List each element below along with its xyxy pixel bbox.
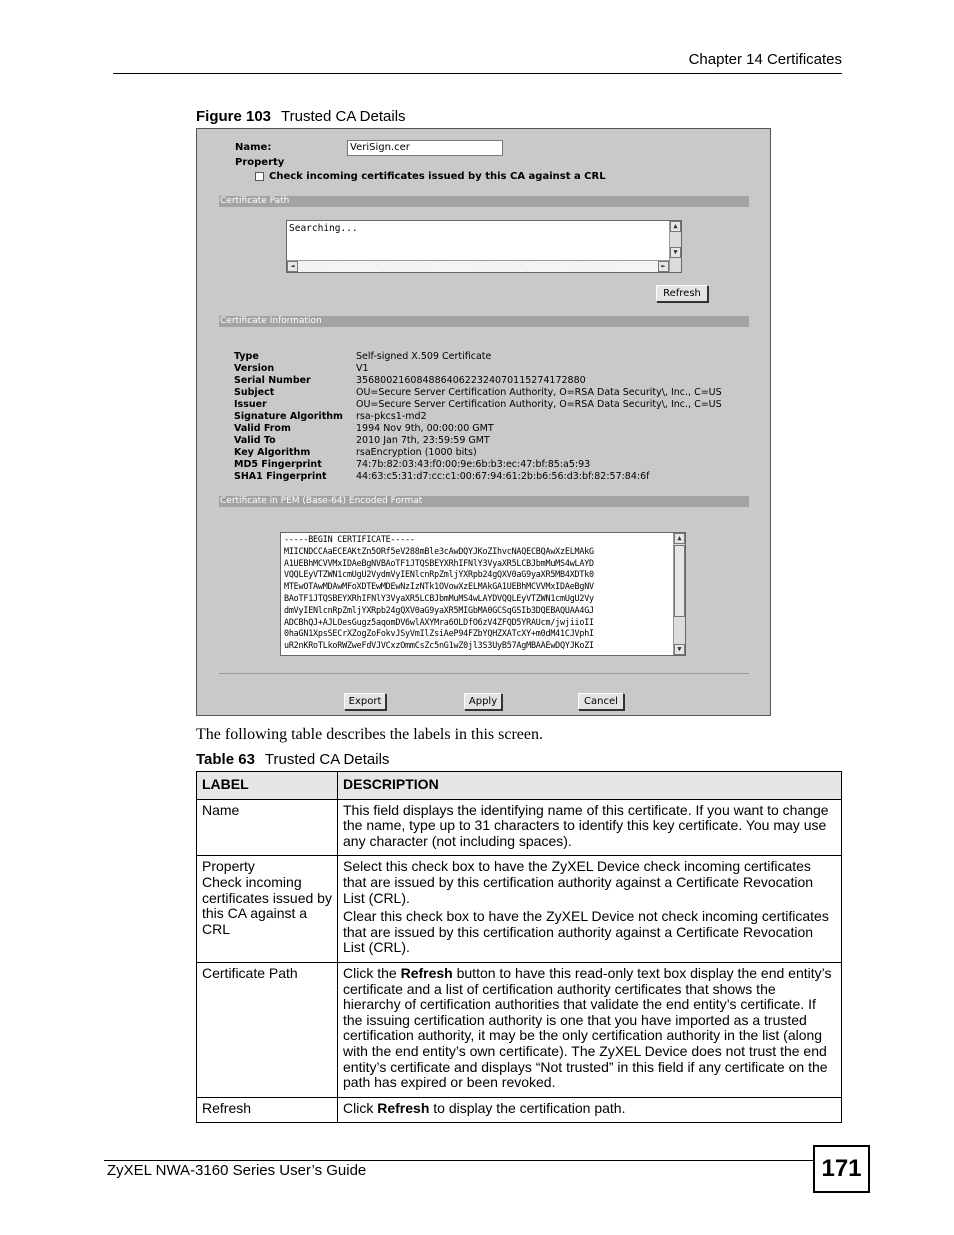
table-row — [197, 856, 842, 963]
row-description: Click the Refresh button to have this read-only text box display the end entity’s certificate and a list of certification authority certificates that shows the hierarchy of certification authorities that validate the end entity’s certificate. If the issuing certification authority is one that you have imported as a trusted certification authority, it may be the only certification authority in the list (along with the end entity’s own certificate). The ZyXEL Device does not trust the end entity’s certificate and displays “Not trusted” in this field if any certificate on the path has expired or been revoked. — [338, 962, 842, 1097]
row-label — [197, 856, 338, 963]
pem-line: ADCBhQJ+AJLOesGugz5aqomDV6wlAXYMra6OLDfO6zV4ZFQD5YRAUcm/jwjiioII — [284, 616, 594, 627]
labels-table — [196, 771, 842, 1123]
cert-info-value: 35680021608488640622324070115274172880 — [356, 375, 586, 386]
cert-info-label: Version — [234, 363, 275, 374]
scroll-left-icon[interactable]: ◄ — [287, 261, 298, 272]
cert-info-label: Type — [234, 351, 259, 362]
name-input[interactable]: VeriSign.cer — [347, 140, 503, 156]
scroll-up-icon[interactable]: ▲ — [670, 221, 681, 232]
row-description: Click Refresh to display the certification path. — [338, 1097, 842, 1123]
row-label-line: Check incoming certificates issued by this CA against a CRL — [202, 873, 332, 937]
scroll-up-icon[interactable]: ▲ — [674, 533, 685, 544]
header-rule — [113, 73, 842, 74]
table-title: Trusted CA Details — [264, 751, 390, 768]
page-number: 171 — [813, 1145, 870, 1193]
table-label: Table 63 — [196, 751, 255, 768]
table-row — [197, 799, 842, 856]
intro-text: The following table describes the labels in this screen. — [196, 726, 544, 743]
table-row — [197, 1097, 842, 1123]
pem-line: BAoTF1JTQSBEYXRhIFNlY3VyaXR5LCBJbmMuMS4wLAYDVQQLEyVTZWN1cmUgU2Vy — [284, 593, 594, 603]
cert-info-label: Serial Number — [234, 375, 311, 386]
row-description-para: Clear this check box to have the ZyXEL Device not check incoming certificates that are issued by this certification authority against a Certificate Revocation List (CRL). — [343, 908, 829, 956]
chapter-title: Chapter 14 Certificates — [688, 51, 842, 68]
scroll-thumb[interactable] — [674, 545, 685, 617]
cert-path-vscrollbar[interactable] — [669, 221, 681, 272]
cert-info-value: OU=Secure Server Certification Authority, O=RSA Data Security\, Inc., C=US — [356, 387, 722, 398]
figure-caption — [196, 108, 406, 125]
pem-line: A1UEBhMCVVMxIDAeBgNVBAoTF1JTQSBEYXRhIFNlY3VyaXR5LCBJbmMuMS4wLAYD — [284, 557, 594, 568]
cancel-button[interactable]: Cancel — [578, 693, 624, 710]
row-label: Certificate Path — [197, 962, 338, 1097]
pem-line: -----BEGIN CERTIFICATE----- — [284, 534, 415, 544]
cert-info-label: MD5 Fingerprint — [234, 459, 322, 470]
pem-line: MIICNDCCAaECEAKtZn5ORf5eV288mBle3cAwDQYJKoZIhvcNAQECBQAwXzELMAkG — [284, 545, 594, 556]
table-caption — [196, 751, 389, 768]
apply-button[interactable]: Apply — [464, 693, 502, 710]
property-label: Property — [235, 157, 285, 168]
cert-info-header: Certificate Information — [219, 316, 749, 327]
scroll-down-icon[interactable]: ▼ — [670, 247, 681, 258]
cert-path-header: Certificate Path — [219, 196, 749, 207]
cert-info-label: Issuer — [234, 399, 267, 410]
cert-info-value: 1994 Nov 9th, 00:00:00 GMT — [356, 423, 494, 434]
figure-label: Figure 103 — [196, 108, 272, 125]
button-divider — [219, 673, 749, 674]
header-description: DESCRIPTION — [338, 772, 842, 800]
cert-info-value: 44:63:c5:31:d7:cc:c1:00:67:94:61:2b:b6:56:d3:bf:82:57:84:6f — [356, 471, 650, 482]
row-description-para: Select this check box to have the ZyXEL Device check incoming certificates that are issued by this certification authority against a Certificate Revocation List (CRL). — [343, 858, 814, 906]
figure-title: Trusted CA Details — [281, 108, 406, 125]
cert-info-value: Self-signed X.509 Certificate — [356, 351, 492, 362]
pem-header: Certificate in PEM (Base-64) Encoded Format — [219, 496, 749, 507]
cert-info-value: rsaEncryption (1000 bits) — [356, 447, 477, 458]
table-row — [197, 962, 842, 1097]
row-label-line: Property — [202, 858, 255, 875]
row-description: This field displays the identifying name of this certificate. If you want to change the name, type up to 31 characters to identify this key certificate. You may use any character (not including spaces). — [338, 799, 842, 856]
cert-path-textbox[interactable] — [286, 220, 682, 273]
pem-line: 0haGN1XpsSECrXZogZoFokvJSyVmIlZsiAeP94FZbYQHZXATcXY+m0dM41CJVphI — [284, 628, 594, 639]
cert-info-label: Signature Algorithm — [234, 411, 343, 422]
scroll-down-icon[interactable]: ▼ — [674, 644, 685, 655]
trusted-ca-screen — [196, 128, 771, 716]
cert-info-value: 2010 Jan 7th, 23:59:59 GMT — [356, 435, 490, 446]
header-label: LABEL — [197, 772, 338, 800]
cert-info-label: Subject — [234, 387, 275, 398]
cert-path-text: Searching... — [289, 223, 358, 234]
cert-info-label: SHA1 Fingerprint — [234, 471, 327, 482]
export-button[interactable]: Export — [344, 693, 386, 710]
row-label: Refresh — [197, 1097, 338, 1123]
pem-line: VQQLEyVTZWN1cmUgU2VydmVyIENlcnRpZmljYXRpb24gQXV0aG9yaXR5MB4XDTk0 — [284, 569, 594, 580]
table-header-row — [197, 772, 842, 800]
name-label: Name: — [235, 142, 272, 153]
cert-info-label: Valid To — [234, 435, 276, 446]
row-label: Name — [197, 799, 338, 856]
pem-textbox[interactable] — [280, 532, 686, 656]
guide-title: ZyXEL NWA-3160 Series User’s Guide — [107, 1162, 367, 1179]
footer-rule — [104, 1160, 814, 1161]
scroll-right-icon[interactable]: ► — [658, 261, 669, 272]
pem-line: uR2nKRoTLkoRWZweFdVJVCxzOmmCsZc5nG1wZ0jl3S3UyB57AgMBAAEwDQYJKoZI — [284, 640, 594, 651]
cert-info-value: 74:7b:82:03:43:f0:00:9e:6b:b3:ec:47:bf:85:a5:93 — [356, 459, 591, 470]
cert-info-label: Valid From — [234, 423, 291, 434]
cert-path-hscrollbar[interactable] — [287, 260, 669, 272]
cert-info-label: Key Algorithm — [234, 447, 311, 458]
pem-vscrollbar[interactable] — [673, 533, 685, 655]
cert-info-value: rsa-pkcs1-md2 — [356, 411, 427, 422]
pem-line: MTEwOTAwMDAwMFoXDTEwMDEwNzIzNTk1OVowXzELMAkGA1UEBhMCVVMxIDAeBgNV — [284, 581, 594, 592]
refresh-button[interactable]: Refresh — [656, 285, 708, 302]
crl-check-checkbox[interactable] — [255, 172, 264, 181]
row-description — [338, 856, 842, 963]
crl-check-label: Check incoming certificates issued by this CA against a CRL — [269, 171, 606, 182]
cert-info-value: V1 — [356, 363, 369, 374]
pem-line: dmVyIENlcnRpZmljYXRpb24gQXV0aG9yaXR5MIGbMA0GCSqGSIb3DQEBAQUAA4GJ — [284, 604, 594, 615]
cert-info-value: OU=Secure Server Certification Authority, O=RSA Data Security\, Inc., C=US — [356, 399, 722, 410]
